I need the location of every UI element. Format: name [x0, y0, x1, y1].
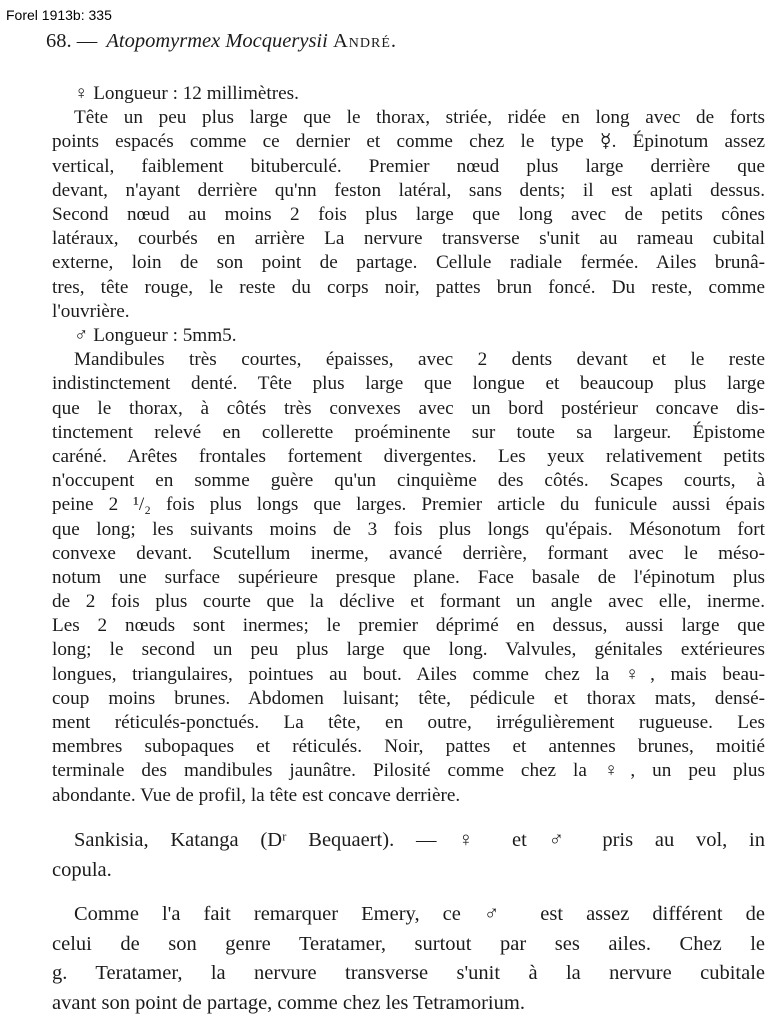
text-line: Sankisia, Katanga (Dʳ Bequaert). — ♀ et ♂ pris au vol, in: [74, 829, 765, 851]
text-line: Mandibules très courtes, épaisses, avec 2 dents devant et le reste: [74, 349, 765, 371]
remark-paragraph: [52, 900, 765, 1018]
text-line: l'ouvrière.: [52, 300, 130, 322]
text-line: long; le second un peu plus large que long. Valvules, génitales extérieures: [52, 639, 765, 661]
female-description: [52, 82, 765, 324]
text-line: terminale des mandibules jaunâtre. Pilosité comme chez la ♀, un peu plus: [52, 760, 765, 782]
text-line: indistinctement denté. Tête plus large que longue et beaucoup plus large: [52, 373, 765, 395]
text-line: Second nœud au moins 2 fois plus large que long avec de petits cônes: [52, 203, 765, 225]
text-line: que long; les suivants moins de 3 fois plus longs qu'épais. Mésonotum fort: [52, 518, 765, 540]
text-line: notum une surface supérieure presque plane. Face basale de l'épinotum plus: [52, 566, 765, 588]
text-line: abondante. Vue de profil, la tête est concave derrière.: [52, 784, 461, 806]
male-description: [52, 324, 765, 808]
text-line: tinctement relevé en collerette proéminente sur toute sa largeur. Épistome: [52, 421, 765, 443]
text-line: Les 2 nœuds sont inermes; le premier déprimé en dessus, aussi large que: [52, 615, 765, 637]
species-heading: [46, 30, 397, 53]
text-line: caréné. Arêtes frontales fortement divergentes. Les yeux relativement petits: [52, 445, 765, 467]
text-line: n'occupent en somme guère qu'un cinquième des côtés. Scapes courts, à: [52, 470, 765, 492]
species-number: 68. —: [46, 30, 98, 52]
page-reference: Forel 1913b: 335: [6, 7, 112, 23]
text-line: copula.: [52, 858, 112, 881]
text-line: Tête un peu plus large que le thorax, striée, ridée en long avec de forts: [74, 107, 765, 129]
text-line: longues, triangulaires, pointues au bout. Ailes comme chez la ♀, mais beau-: [52, 663, 765, 685]
text-line: convexe devant. Scutellum inerme, avancé derrière, formant avec le méso-: [52, 542, 765, 564]
text-line: g. Teratamer, la nervure transverse s'unit à la nervure cubitale: [52, 962, 765, 984]
text-line: tres, tête rouge, le reste du corps noir, pattes brun foncé. Du reste, comme: [52, 276, 765, 298]
text-line: Comme l'a fait remarquer Emery, ce ♂ est assez différent de: [74, 903, 765, 925]
text-line: celui de son genre Teratamer, surtout par ses ailes. Chez le: [52, 932, 765, 955]
species-author: André.: [332, 30, 397, 52]
species-name: Atopomyrmex Mocquerysii: [106, 30, 328, 52]
text-line: latéraux, courbés en arrière La nervure transverse s'unit au rameau cubital: [52, 228, 765, 250]
text-line: avant son point de partage, comme chez les Tetramorium.: [52, 991, 525, 1014]
text-line: que le thorax, à côtés très convexes avec un bord postérieur concave dis-: [52, 397, 765, 419]
locality-paragraph: [52, 826, 765, 885]
text-line: de 2 fois plus courte que la déclive et formant un angle avec elle, inerme.: [52, 591, 765, 613]
text-line: membres subopaques et réticulés. Noir, pattes et antennes brunes, moitié: [52, 736, 765, 758]
text-line: devant, n'ayant derrière qu'nn feston latéral, sans dents; il est aplati dessus.: [52, 179, 765, 201]
text-line: points espacés comme ce dernier et comme chez le type ☿. Épinotum assez: [52, 131, 765, 153]
text-line: peine 2 ¹/₂ fois plus longs que larges. Premier article du funicule aussi épais: [52, 494, 765, 516]
male-header: ♂ Longueur : 5mm5.: [74, 325, 237, 346]
female-header: ♀ Longueur : 12 millimètres.: [74, 83, 299, 104]
text-line: coup moins brunes. Abdomen luisant; tête, pédicule et thorax mats, densé-: [52, 687, 765, 709]
text-line: vertical, faiblement bituberculé. Premier nœud plus large derrière que: [52, 155, 765, 177]
text-line: externe, loin de son point de partage. Cellule radiale fermée. Ailes brunâ-: [52, 252, 765, 274]
text-line: ment réticulés-ponctués. La tête, en outre, irrégulièrement rugueuse. Les: [52, 712, 765, 733]
